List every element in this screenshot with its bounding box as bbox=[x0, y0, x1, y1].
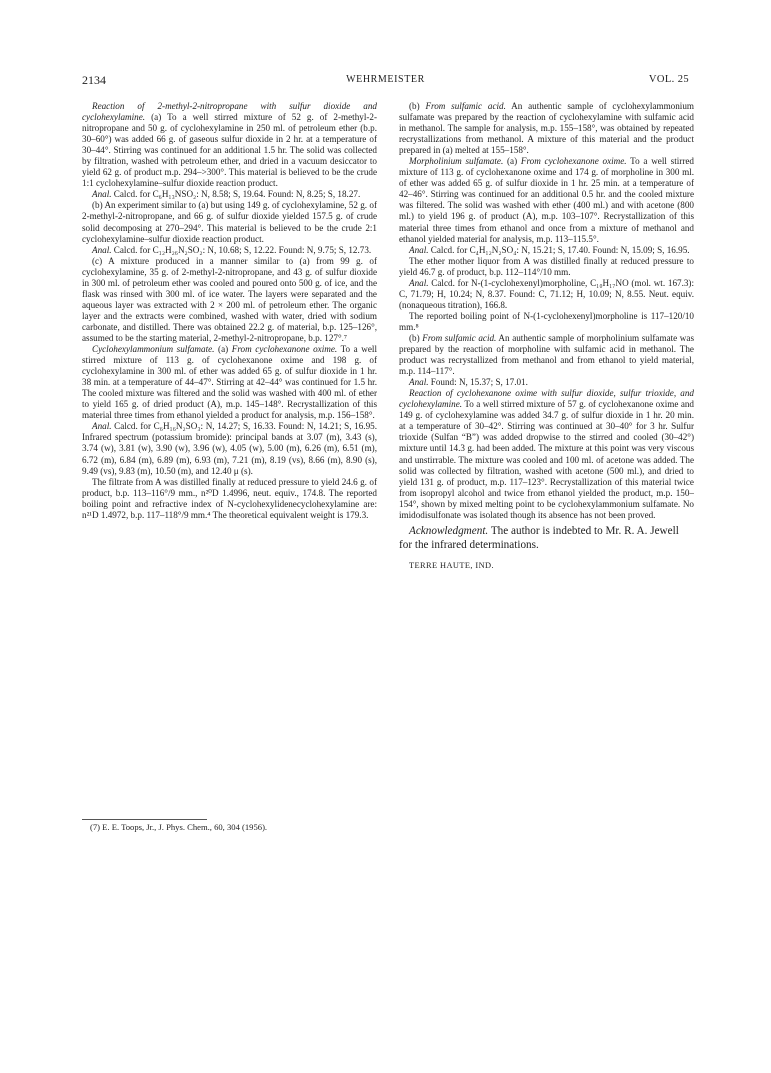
author-location: TERRE HAUTE, IND. bbox=[409, 561, 494, 571]
analysis-paragraph: Anal. Calcd. for C₆H₁₆N₂SO₃: N, 14.27; S, 16.33. Found: N, 14.21; S, 16.95. Infrared spectrum (potassium bromide): principal bands at 3.07 (m), 3.43 (s), 3.74 (w), 3.81 (w), 3.90 (w), 3.96 (w), 4.05 (w), 5.00 (m), 6.26 (m), 6.51 (m), 6.72 (m), 6.84 (m), 6.89 (m), 6.93 (m), 7.21 (m), 8.19 (vs), 8.66 (m), 8.90 (s), 9.49 (vs), 9.83 (m), 10.50 (m), and 12.40 μ (s). bbox=[82, 421, 377, 476]
paragraph: (c) A mixture produced in a manner similar to (a) from 99 g. of cyclohexylamine, 35 g. of 2-methyl-2-nitropropane, and 43 g. of sulfur dioxide in 300 ml. of petroleum ether was cooled and poured onto 500 g. of ice, and the flask was rinsed with 300 ml. of ice water. The layers were separated and the aqueous layer was extracted with 2 × 200 ml. of petroleum ether. The organic layer and the extracts were combined, washed with water, dried with sodium carbonate, and distilled. There was obtained 22.2 g. of material, b.p. 125–126°, assumed to be the starting material, 2-methyl-2-nitropropane, b.p. 127°.⁷ bbox=[82, 255, 377, 343]
paragraph: (b) From sulfamic acid. An authentic sample of cyclohexylammonium sulfamate was prepared by the reaction of cyclohexylamine with sulfamic acid in methanol. The sample for analysis, m.p. 155–158°, was obtained by repeated recrystallizations from methanol. A mixture of this material and the product prepared in (a) melted at 155–158°. bbox=[399, 101, 695, 156]
analysis-paragraph: Anal. Calcd. for N-(1-cyclohexenyl)morpholine, C₁₀H₁₇NO (mol. wt. 167.3): C, 71.79; H, 10.24; N, 8.37. Found: C, 71.12; H, 10.09; N, 8.55. Neut. equiv. (nonaqueous titration), 166.8. bbox=[399, 277, 694, 310]
section-heading: Reaction of cyclohexanone oxime with sulfur dioxide, sulfur trioxide, and cyclohexylamine. bbox=[399, 388, 694, 410]
running-author: WEHRMEISTER bbox=[346, 74, 425, 85]
analysis-paragraph: Anal. Calcd. for C₆H₁₃NSO₂: N, 8.58; S, 19.64. Found: N, 8.25; S, 18.27. bbox=[92, 189, 361, 200]
analysis-paragraph: Anal. Calcd. for C₄H₁₂N₂SO₄: N, 15.21; S, 17.40. Found: N, 15.09; S, 16.95. bbox=[409, 244, 690, 255]
running-head bbox=[82, 73, 689, 87]
footnote-rule bbox=[82, 819, 207, 820]
right-column bbox=[399, 101, 694, 571]
paragraph: Reaction of cyclohexanone oxime with sulfur dioxide, sulfur trioxide, and cyclohexylamine. To a well stirred mixture of 57 g. of cyclohexanone oxime and 149 g. of cyclohexylamine was added 34.7 g. of sulfur dioxide in 1 hr. 20 min. at a temperature of 30–42°. Stirring was continued at 30–40° for 3 hr. Sulfur trioxide (Sulfan “B”) was added dropwise to the stirred and cooled (30–42°) mixture until 14.3 g. had been added. The mixture at this point was very viscous and unstirrable. The mixture was cooled and 100 ml. of acetone was added. The solid was collected by filtration, washed with acetone (500 ml.), and dried to yield 131 g. of product, m.p. 117–123°. Recrystallization of this material twice from isopropyl alcohol and twice from ethanol yielded the product, m.p. 150–154°, shown by mixed melting point to be cyclohexylammonium sulfamate. No imidodisulfonate was isolated though its absence has not been proved. bbox=[399, 388, 694, 520]
volume-label: VOL. 25 bbox=[648, 74, 689, 85]
paragraph: (b) From sulfamic acid. An authentic sample of morpholinium sulfamate was prepared by the reaction of morpholine with sulfamic acid in methanol. The product was recrystallized from methanol and from ethanol to yield material, m.p. 114–117°. bbox=[399, 332, 694, 377]
left-column bbox=[82, 101, 377, 521]
acknowledgment: Acknowledgment. The author is indebted to Mr. R. A. Jewell for the infrared determinations. bbox=[399, 524, 679, 551]
analysis-paragraph: Anal. Found: N, 15.37; S, 17.01. bbox=[409, 377, 528, 388]
section-heading: Reaction of 2-methyl-2-nitropropane with sulfur dioxide and cyclohexylamine. bbox=[82, 101, 377, 123]
paragraph: Reaction of 2-methyl-2-nitropropane with sulfur dioxide and cyclohexylamine. (a) To a well stirred mixture of 52 g. of 2-methyl-2-nitropropane and 50 g. of cyclohexylamine in 250 ml. of petroleum ether (b.p. 30–60°) was added 66 g. of gaseous sulfur dioxide in 2 hr. at a temperature of 30–44°. Stirring was continued for an additional 1.5 hr. The solid was collected by filtration, washed with petroleum ether, and dried in a vacuum desiccator to yield 62 g. of product m.p. 294–>300°. This material is believed to be the crude 1:1 cyclohexylamine–sulfur dioxide reaction product. bbox=[82, 101, 377, 189]
paragraph: (b) An experiment similar to (a) but using 149 g. of cyclohexylamine, 52 g. of 2-methyl-2-nitropropane, and 66 g. of sulfur dioxide yielded 157.5 g. of crude solid decomposing at 270–294°. This material is believed to be the crude 2:1 cyclohexylamine–sulfur dioxide reaction product. bbox=[82, 200, 377, 244]
paragraph: The filtrate from A was distilled finally at reduced pressure to yield 24.6 g. of product, b.p. 113–116°/9 mm., n²⁰D 1.4996, neut. equiv., 174.8. The reported boiling point and refractive index of N-cyclohexylidenecyclohexylamine are: n²¹D 1.4972, b.p. 117–118°/9 mm.⁴ The theoretical equivalent weight is 179.3. bbox=[82, 476, 377, 520]
paragraph: Morpholinium sulfamate. (a) From cyclohexanone oxime. To a well stirred mixture of 113 g. of cyclohexanone oxime and 174 g. of morpholine in 300 ml. of ether was added 65 g. of sulfur dioxide in 1 hr. 25 min. at a temperature of 42–46°. Stirring was continued for an additional 0.5 hr. and the cooled mixture was filtered. The solid was washed with ether (400 ml.) and with acetone (800 ml.) to yield 196 g. of product (A), m.p. 103–107°. Recrystallization of this material three times from ethanol and once from a mixture of methanol and ethanol yielded material for analysis, m.p. 113–115.5°. bbox=[399, 156, 694, 244]
paragraph: The reported boiling point of N-(1-cyclohexenyl)morpholine is 117–120/10 mm.⁸ bbox=[399, 310, 694, 332]
section-heading: Morpholinium sulfamate. bbox=[409, 156, 504, 167]
page-number: 2134 bbox=[82, 73, 106, 87]
analysis-paragraph: Anal. Calcd. for C₁₂H₂₆N₂SO₂: N, 10.68; S, 12.22. Found: N, 9.75; S, 12.73. bbox=[92, 244, 372, 255]
paragraph: Cyclohexylammonium sulfamate. (a) From cyclohexanone oxime. To a well stirred mixture of 113 g. of cyclohexanone oxime and 198 g. of cyclohexylamine in 300 ml. of ether was added 65 g. of sulfur dioxide in 1 hr. 38 min. at a temperature of 44–47°. Stirring at 42–44° was continued for 1.5 hr. The cooled mixture was filtered and the solid was washed with 400 ml. of ether to yield 165 g. of dried product (A), m.p. 145–148°. Recrystallization of this material three times from ethanol yielded a product for analysis, m.p. 156–158°. bbox=[82, 344, 378, 421]
section-heading: Cyclohexylammonium sulfamate. bbox=[92, 344, 215, 355]
paragraph: The ether mother liquor from A was distilled finally at reduced pressure to yield 46.7 g. of product, b.p. 112–114°/10 mm. bbox=[399, 255, 694, 277]
footnote: (7) E. E. Toops, Jr., J. Phys. Chem., 60, 304 (1956). bbox=[90, 822, 268, 832]
